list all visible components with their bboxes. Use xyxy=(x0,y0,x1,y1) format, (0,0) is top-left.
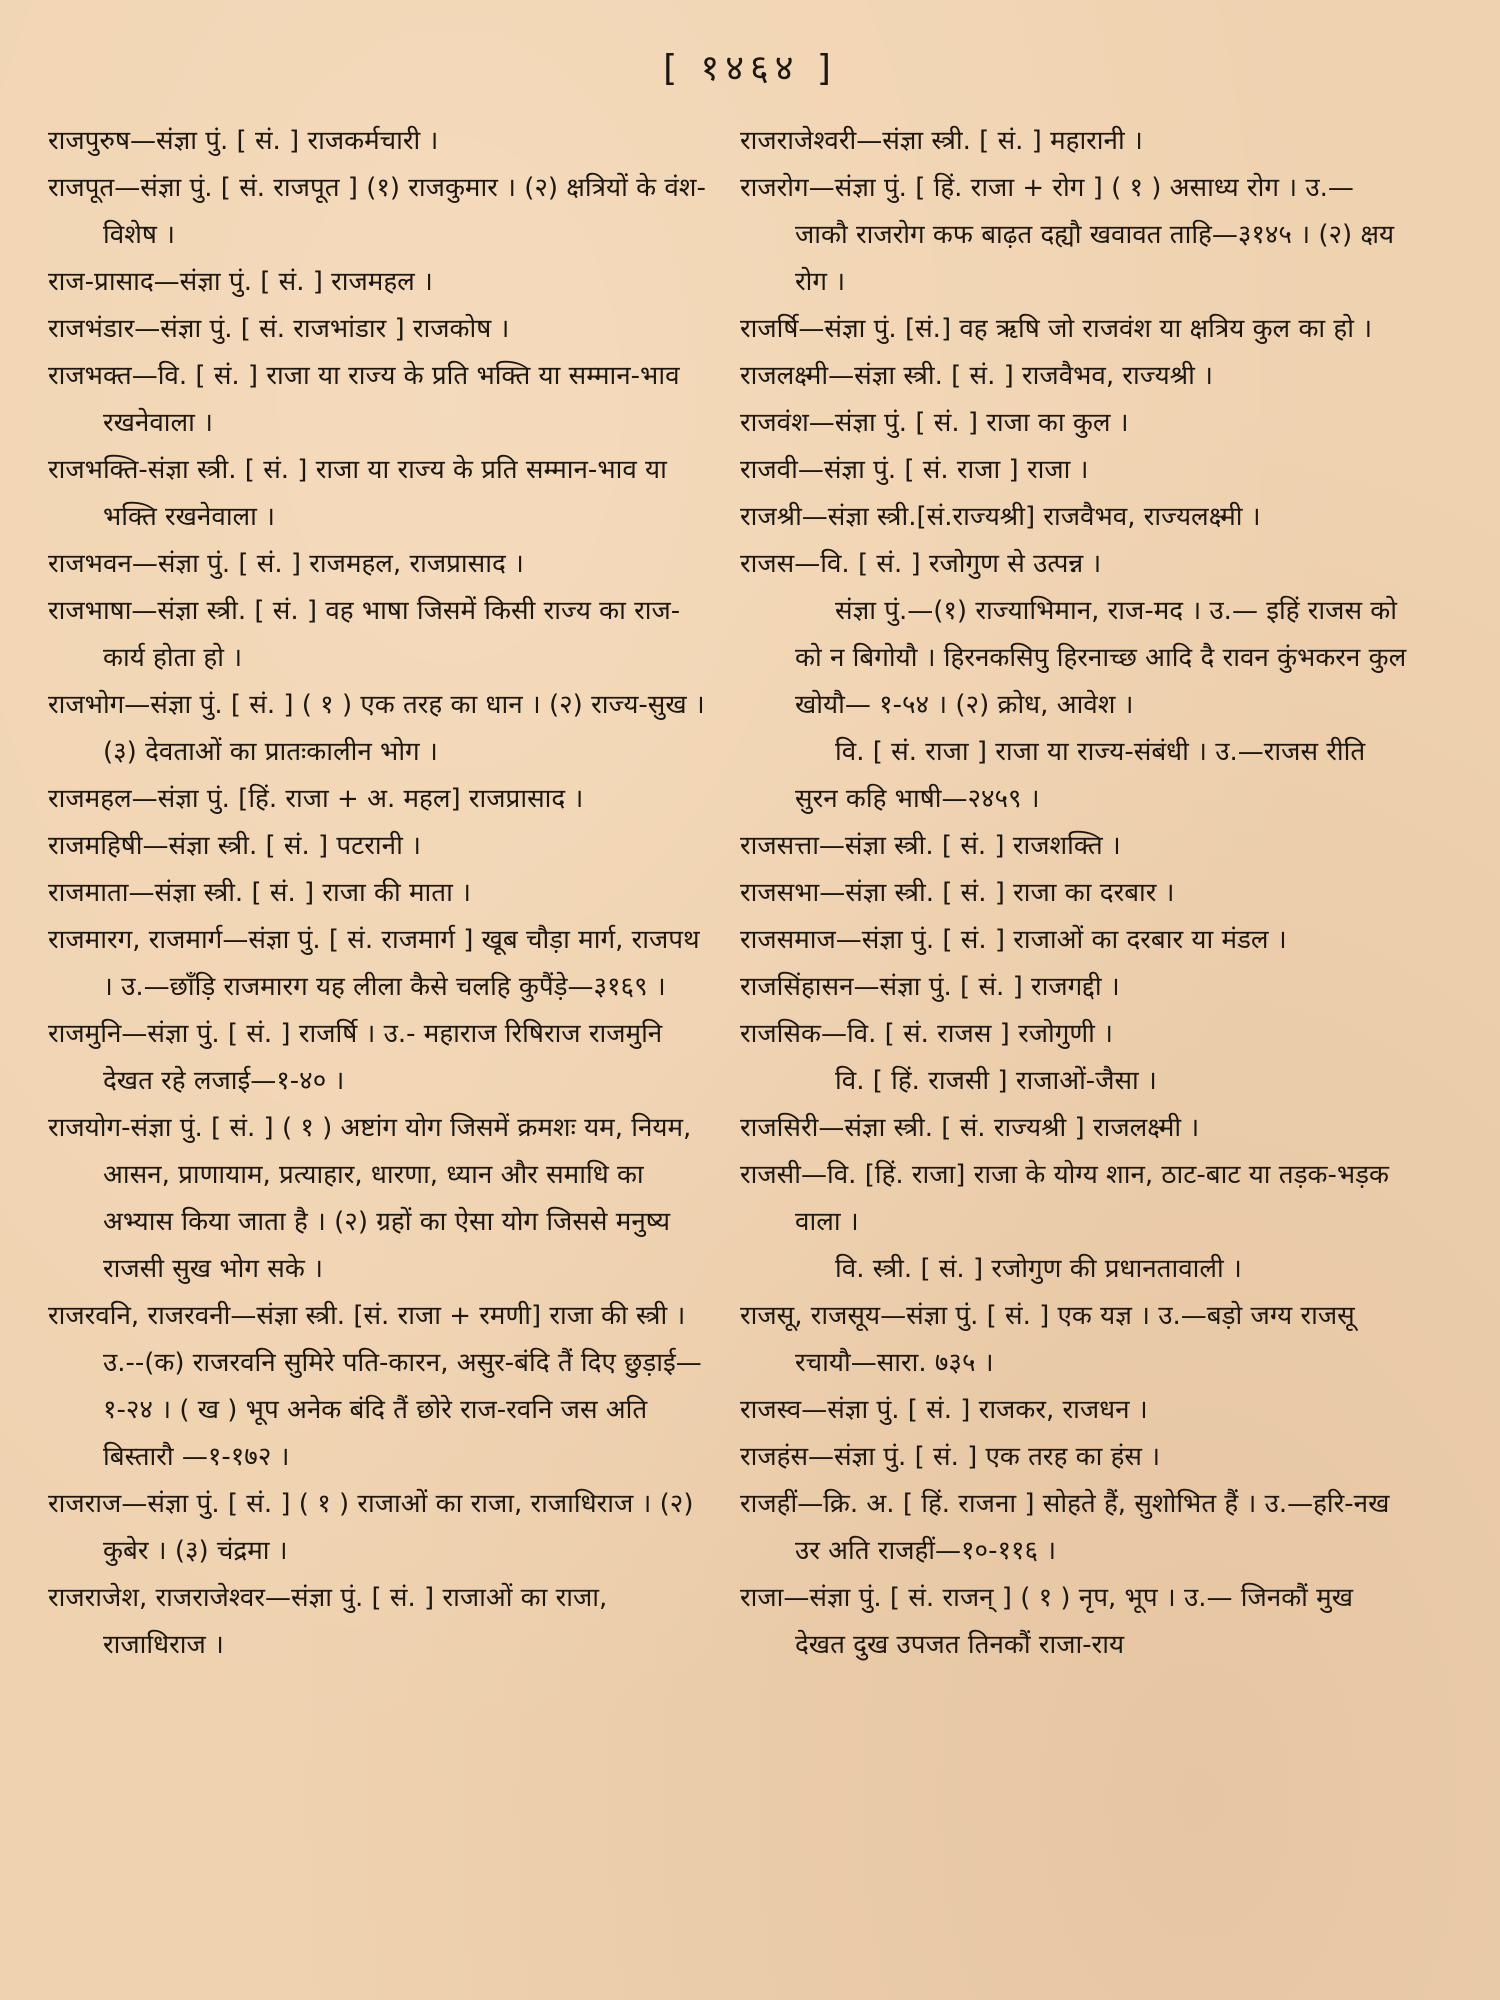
dictionary-entry: राजसिरी—संज्ञा स्त्री. [ सं. राज्यश्री ] राजलक्ष्मी । xyxy=(740,1113,1200,1143)
dictionary-entry: राजसिंहासन—संज्ञा पुं. [ सं. ] राजगद्दी । xyxy=(740,972,1120,1002)
dictionary-entry: राजरोग—संज्ञा पुं. [ हिं. राजा + रोग ] ( १ ) असाध्य रोग । उ.— जाकौ राजरोग कफ बाढ़त दह्यौ खवावत ताहि—३१४५ । (२) क्षय रोग । xyxy=(740,173,1395,297)
dictionary-entry: राजा—संज्ञा पुं. [ सं. राजन् ] ( १ ) नृप, भूप । उ.— जिनकौं मुख देखत दुख उपजत तिनकौं राजा-राय xyxy=(740,1583,1353,1660)
dictionary-entry: राजश्री—संज्ञा स्त्री.[सं.राज्यश्री] राजवैभव, राज्यलक्ष्मी । xyxy=(740,502,1261,532)
dictionary-entry: राजभक्ति-संज्ञा स्त्री. [ सं. ] राजा या राज्य के प्रति सम्मान-भाव या भक्ति रखनेवाला । xyxy=(48,455,667,532)
dictionary-entry: राजराजेश, राजराजेश्वर—संज्ञा पुं. [ सं. ] राजाओं का राजा, राजाधिराज । xyxy=(48,1583,608,1660)
dictionary-entry: राजभक्त—वि. [ सं. ] राजा या राज्य के प्रति भक्ति या सम्मान-भाव रखनेवाला । xyxy=(48,361,680,438)
right-column xyxy=(740,118,1410,1669)
dictionary-entry: राजराजेश्वरी—संज्ञा स्त्री. [ सं. ] महारानी । xyxy=(740,126,1143,156)
page-number: [ १४६४ ] xyxy=(663,48,837,89)
dictionary-entry: राजसी—वि. [हिं. राजा] राजा के योग्य शान, ठाट-बाट या तड़क-भड़क वाला । xyxy=(740,1160,1390,1237)
dictionary-entry: राजभाषा—संज्ञा स्त्री. [ सं. ] वह भाषा जिसमें किसी राज्य का राज-कार्य होता हो । xyxy=(48,596,681,673)
dictionary-entry: राजसिक—वि. [ सं. राजस ] रजोगुणी । xyxy=(740,1019,1114,1049)
dictionary-entry: राजमहल—संज्ञा पुं. [हिं. राजा + अ. महल] राजप्रासाद । xyxy=(48,784,584,814)
dictionary-subentry: संज्ञा पुं.—(१) राज्याभिमान, राज-मद । उ.— इहिं राजस को को न बिगोयौ । हिरनकसिपु हिरनाच्छ आदि दै रावन कुंभकरन कुल खोयौ— १-५४ । (२) क्रोध, आवेश । xyxy=(795,596,1407,720)
dictionary-subentry: वि. [ सं. राजा ] राजा या राज्य-संबंधी । उ.—राजस रीति सुरन कहि भाषी—२४५९ । xyxy=(795,737,1366,814)
dictionary-entry: राजहंस—संज्ञा पुं. [ सं. ] एक तरह का हंस । xyxy=(740,1442,1161,1472)
dictionary-entry: राजमारग, राजमार्ग—संज्ञा पुं. [ सं. राजमार्ग ] खूब चौड़ा मार्ग, राजपथ । उ.—छाँड़ि राजमारग यह लीला कैसे चलहि कुपैंड़े—३१६९ । xyxy=(48,925,700,1002)
dictionary-entry: राजस्व—संज्ञा पुं. [ सं. ] राजकर, राजधन । xyxy=(740,1395,1148,1425)
left-column xyxy=(48,118,708,1669)
dictionary-entry: राजसत्ता—संज्ञा स्त्री. [ सं. ] राजशक्ति । xyxy=(740,831,1121,861)
dictionary-entry: राजमुनि—संज्ञा पुं. [ सं. ] राजर्षि । उ.- महाराज रिषिराज राजमुनि देखत रहे लजाई—१-४० । xyxy=(48,1019,663,1096)
dictionary-entry: राजमाता—संज्ञा स्त्री. [ सं. ] राजा की माता । xyxy=(48,878,471,908)
dictionary-entry: राजराज—संज्ञा पुं. [ सं. ] ( १ ) राजाओं का राजा, राजाधिराज । (२) कुबेर । (३) चंद्रमा । xyxy=(48,1489,694,1566)
dictionary-subentry: वि. स्त्री. [ सं. ] रजोगुण की प्रधानतावाली । xyxy=(835,1254,1242,1284)
dictionary-entry: राजभंडार—संज्ञा पुं. [ सं. राजभांडार ] राजकोष । xyxy=(48,314,510,344)
dictionary-entry: राजभोग—संज्ञा पुं. [ सं. ] ( १ ) एक तरह का धान । (२) राज्य-सुख । (३) देवताओं का प्रातःकालीन भोग । xyxy=(48,690,705,767)
dictionary-entry: राजर्षि—संज्ञा पुं. [सं.] वह ऋषि जो राजवंश या क्षत्रिय कुल का हो । xyxy=(740,314,1373,344)
dictionary-entry: राजपूत—संज्ञा पुं. [ सं. राजपूत ] (१) राजकुमार । (२) क्षत्रियों के वंश-विशेष । xyxy=(48,173,706,250)
dictionary-entry: राजसमाज—संज्ञा पुं. [ सं. ] राजाओं का दरबार या मंडल । xyxy=(740,925,1287,955)
dictionary-entry: राजरवनि, राजरवनी—संज्ञा स्त्री. [सं. राजा + रमणी] राजा की स्त्री । उ.--(क) राजरवनि सुमिरे पति-कारन, असुर-बंदि तैं दिए छुड़ाई—१-२४ । ( ख ) भूप अनेक बंदि तैं छोरे राज-रवनि जस अति बिस्तारौ —१-१७२ । xyxy=(48,1301,702,1472)
dictionary-entry: राजहीं—क्रि. अ. [ हिं. राजना ] सोहते हैं, सुशोभित हैं । उ.—हरि-नख उर अति राजहीं—१०-११६ । xyxy=(740,1489,1390,1566)
dictionary-entry: राज-प्रासाद—संज्ञा पुं. [ सं. ] राजमहल । xyxy=(48,267,433,297)
dictionary-entry: राजलक्ष्मी—संज्ञा स्त्री. [ सं. ] राजवैभव, राज्यश्री । xyxy=(740,361,1213,391)
dictionary-entry: राजपुरुष—संज्ञा पुं. [ सं. ] राजकर्मचारी । xyxy=(48,126,439,156)
dictionary-entry: राजमहिषी—संज्ञा स्त्री. [ सं. ] पटरानी । xyxy=(48,831,421,861)
dictionary-entry: राजसू, राजसूय—संज्ञा पुं. [ सं. ] एक यज्ञ । उ.—बड़ो जग्य राजसू रचायौ—सारा. ७३५ । xyxy=(740,1301,1355,1378)
dictionary-entry: राजवंश—संज्ञा पुं. [ सं. ] राजा का कुल । xyxy=(740,408,1129,438)
dictionary-entry: राजस—वि. [ सं. ] रजोगुण से उत्पन्न । xyxy=(740,549,1102,579)
dictionary-entry: राजयोग-संज्ञा पुं. [ सं. ] ( १ ) अष्टांग योग जिसमें क्रमशः यम, नियम, आसन, प्राणायाम, प्रत्याहार, धारणा, ध्यान और समाधि का अभ्यास किया जाता है । (२) ग्रहों का ऐसा योग जिससे मनुष्य राजसी सुख भोग सके । xyxy=(48,1113,692,1284)
dictionary-entry: राजवी—संज्ञा पुं. [ सं. राजा ] राजा । xyxy=(740,455,1089,485)
dictionary-entry: राजसभा—संज्ञा स्त्री. [ सं. ] राजा का दरबार । xyxy=(740,878,1175,908)
dictionary-subentry: वि. [ हिं. राजसी ] राजाओं-जैसा । xyxy=(835,1066,1157,1096)
dictionary-entry: राजभवन—संज्ञा पुं. [ सं. ] राजमहल, राजप्रासाद । xyxy=(48,549,524,579)
